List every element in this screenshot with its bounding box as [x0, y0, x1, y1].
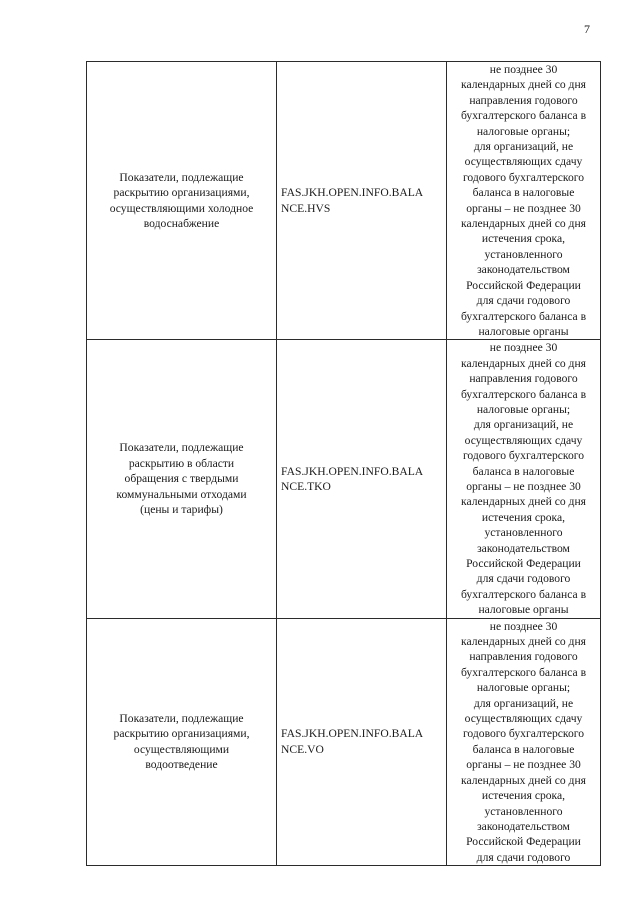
indicator-name-line: коммунальными отходами: [116, 487, 247, 501]
page-number: 7: [584, 22, 590, 36]
deadline-line: налоговые органы;: [476, 402, 571, 416]
deadline-line: календарных дней со дня: [460, 495, 586, 509]
table-row: [87, 62, 601, 340]
deadline-line: для сдачи годового: [476, 572, 571, 586]
indicator-name-cell: [87, 618, 277, 866]
deadline-line: для организаций, не: [473, 140, 574, 154]
deadline-line: годового бухгалтерского: [462, 727, 585, 741]
deadline-line: налоговые органы: [478, 603, 569, 617]
indicator-name-line: раскрытию организациями,: [113, 186, 250, 200]
deadline-line: налоговые органы: [478, 324, 569, 338]
form-code-line: NCE.HVS: [281, 201, 331, 215]
deadline-line: для сдачи годового: [476, 850, 571, 864]
indicator-name-line: водоотведение: [145, 758, 218, 772]
form-code-line: FAS.JKH.OPEN.INFO.BALA: [281, 464, 424, 478]
deadline-line: осуществляющих сдачу: [464, 433, 583, 447]
indicator-name-line: водоснабжение: [143, 217, 220, 231]
deadline-line: установленного: [484, 526, 563, 540]
deadline-line: Российской Федерации: [466, 278, 581, 292]
deadline-line: для организаций, не: [473, 696, 574, 710]
indicator-name-line: осуществляющими холодное: [109, 201, 254, 215]
deadline-cell: [447, 340, 601, 618]
deadline-line: налоговые органы;: [476, 681, 571, 695]
deadline-line: бухгалтерского баланса в: [460, 387, 587, 401]
deadline-line: не позднее 30: [489, 619, 558, 633]
deadline-line: бухгалтерского баланса в: [460, 109, 587, 123]
deadline-line: законодательством: [477, 541, 570, 555]
form-code-cell: [277, 340, 447, 618]
deadline-line: бухгалтерского баланса в: [460, 665, 587, 679]
table-row: [87, 618, 601, 866]
deadline-cell: [447, 618, 601, 866]
deadline-line: годового бухгалтерского: [462, 449, 585, 463]
deadline-line: истечения срока,: [481, 232, 566, 246]
indicator-name-line: Показатели, подлежащие: [119, 441, 244, 455]
indicator-name-line: Показатели, подлежащие: [119, 170, 244, 184]
indicator-name-line: раскрытию в области: [128, 456, 235, 470]
deadline-line: не позднее 30: [489, 341, 558, 355]
deadline-line: годового бухгалтерского: [462, 170, 585, 184]
table-row: [87, 340, 601, 618]
deadline-line: направления годового: [469, 650, 578, 664]
deadline-line: осуществляющих сдачу: [464, 712, 583, 726]
indicator-name-line: Показатели, подлежащие: [119, 712, 244, 726]
deadline-line: органы – не позднее 30: [466, 201, 581, 215]
deadline-line: для организаций, не: [473, 418, 574, 432]
deadline-line: направления годового: [469, 372, 578, 386]
deadline-line: бухгалтерского баланса в: [460, 587, 587, 601]
deadline-cell: [447, 62, 601, 340]
disclosure-table: [86, 61, 601, 866]
deadline-line: для сдачи годового: [476, 294, 571, 308]
form-code-line: FAS.JKH.OPEN.INFO.BALA: [281, 186, 424, 200]
deadline-line: направления годового: [469, 93, 578, 107]
deadline-line: органы – не позднее 30: [466, 479, 581, 493]
deadline-line: органы – не позднее 30: [466, 758, 581, 772]
deadline-line: баланса в налоговые: [472, 464, 575, 478]
form-code-line: NCE.TKO: [281, 479, 331, 493]
deadline-line: календарных дней со дня: [460, 773, 586, 787]
deadline-line: не позднее 30: [489, 63, 558, 76]
deadline-line: истечения срока,: [481, 510, 566, 524]
deadline-line: осуществляющих сдачу: [464, 155, 583, 169]
deadline-line: установленного: [484, 247, 563, 261]
form-code-cell: [277, 618, 447, 866]
indicator-name-line: (цены и тарифы): [140, 503, 223, 517]
form-code-line: FAS.JKH.OPEN.INFO.BALA: [281, 727, 424, 741]
deadline-line: Российской Федерации: [466, 835, 581, 849]
deadline-line: истечения срока,: [481, 789, 566, 803]
deadline-line: законодательством: [477, 263, 570, 277]
deadline-line: законодательством: [477, 819, 570, 833]
indicator-name-line: обращения с твердыми: [124, 472, 239, 486]
indicator-name-cell: [87, 340, 277, 618]
deadline-line: календарных дней со дня: [460, 78, 586, 92]
deadline-line: установленного: [484, 804, 563, 818]
form-code-cell: [277, 62, 447, 340]
deadline-line: налоговые органы;: [476, 124, 571, 138]
deadline-line: баланса в налоговые: [472, 186, 575, 200]
indicator-name-cell: [87, 62, 277, 340]
deadline-line: баланса в налоговые: [472, 742, 575, 756]
deadline-line: календарных дней со дня: [460, 356, 586, 370]
deadline-line: календарных дней со дня: [460, 635, 586, 649]
deadline-line: бухгалтерского баланса в: [460, 309, 587, 323]
indicator-name-line: осуществляющими: [133, 742, 230, 756]
deadline-line: календарных дней со дня: [460, 217, 586, 231]
form-code-line: NCE.VO: [281, 742, 324, 756]
deadline-line: Российской Федерации: [466, 557, 581, 570]
indicator-name-line: раскрытию организациями,: [113, 727, 250, 741]
